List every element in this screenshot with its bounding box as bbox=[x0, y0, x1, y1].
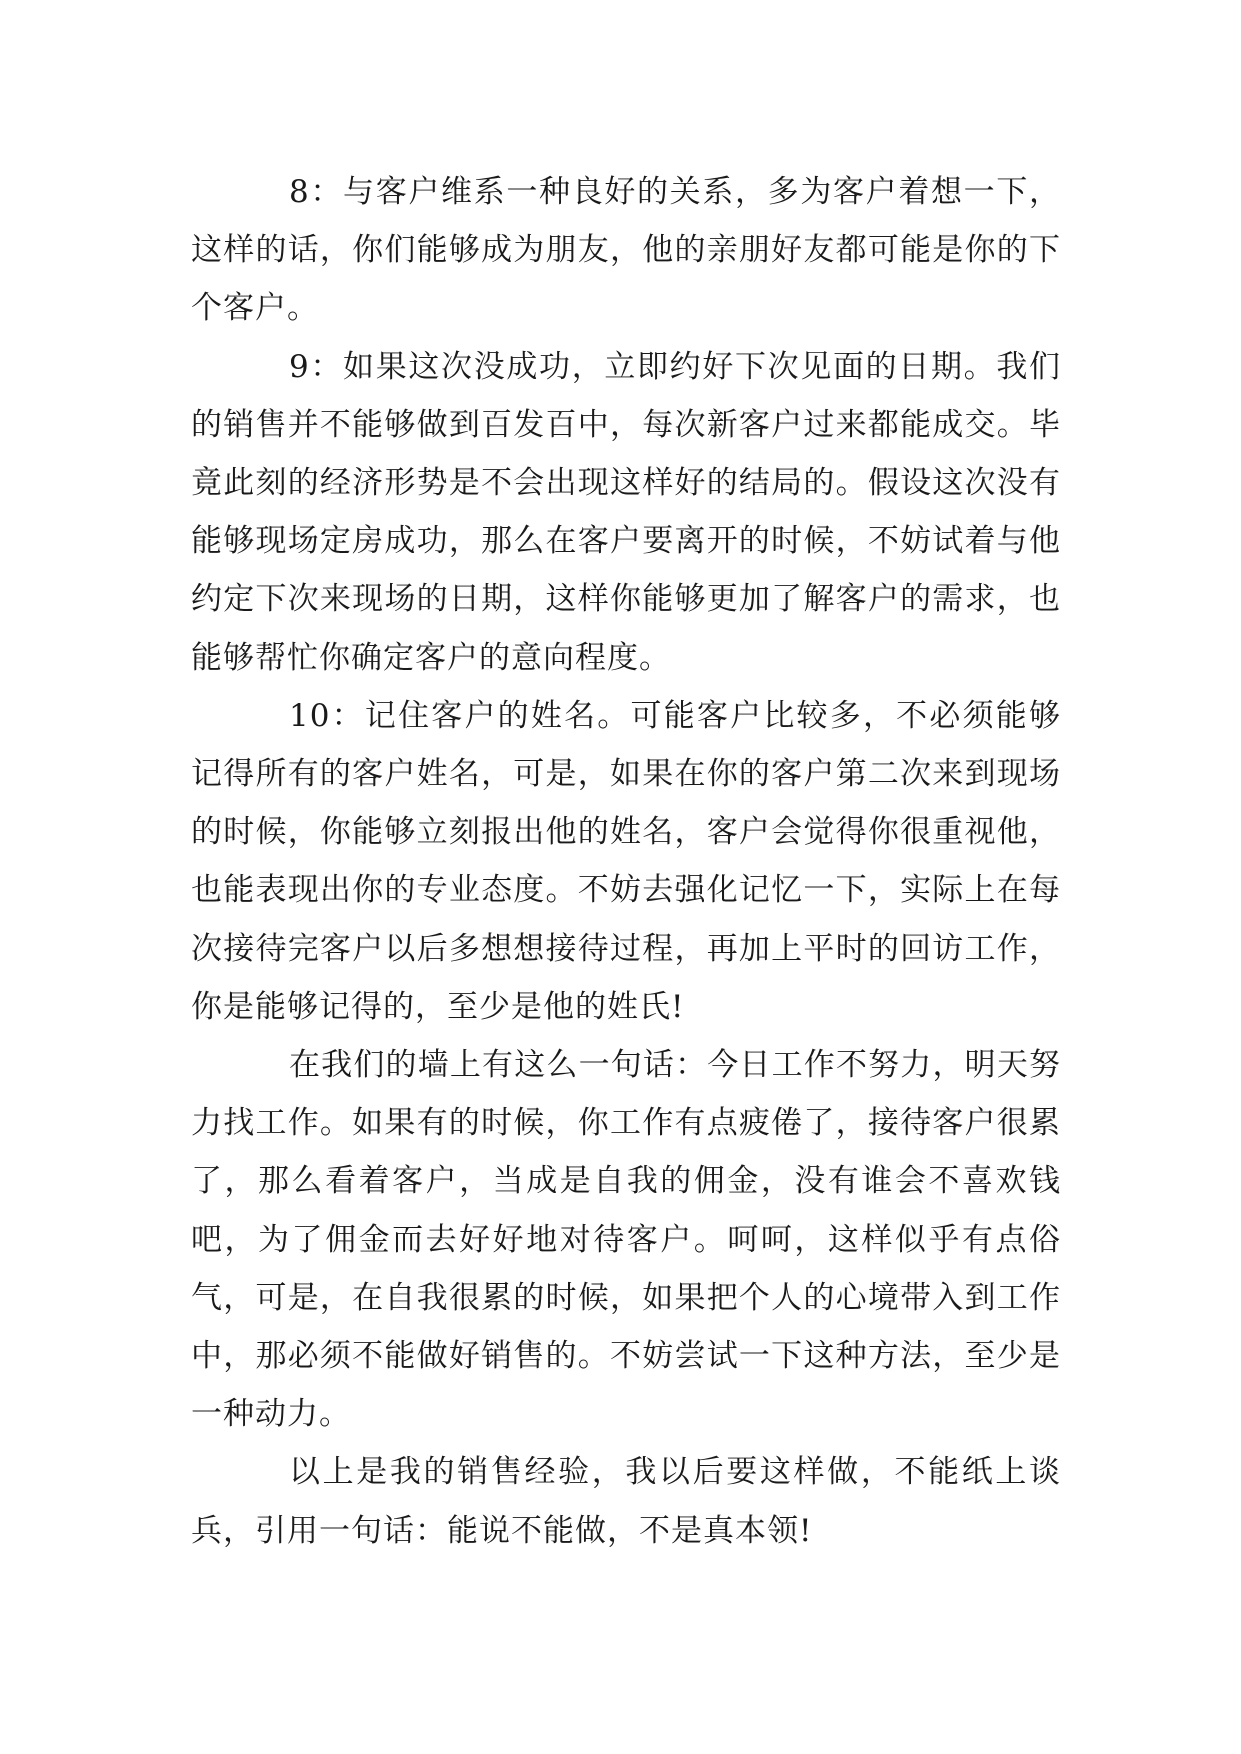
paragraph-motto: 在我们的墙上有这么一句话：今日工作不努力，明天努力找工作。如果有的时候，你工作有点疲倦了，接待客户很累了，那么看着客户，当成是自我的佣金，没有谁会不喜欢钱吧，为了佣金而去好好地对待客户。呵呵，这样似乎有点俗气，可是，在自我很累的时候，如果把个人的心境带入到工作中，那必须不能做好销售的。不妨尝试一下这种方法，至少是一种动力。 bbox=[191, 1047, 1061, 1433]
paragraph-conclusion: 以上是我的销售经验，我以后要这样做，不能纸上谈兵，引用一句话：能说不能做，不是真本领! bbox=[191, 1454, 1061, 1549]
paragraph-tip-9: 9：如果这次没成功，立即约好下次见面的日期。我们的销售并不能够做到百发百中，每次新客户过来都能成交。毕竟此刻的经济形势是不会出现这样好的结局的。假设这次没有能够现场定房成功，那么在客户要离开的时候，不妨试着与他约定下次来现场的日期，这样你能够更加了解客户的需求，也能够帮忙你确定客户的意向程度。 bbox=[191, 348, 1061, 676]
document-body bbox=[191, 163, 1061, 1560]
paragraph-tip-10: 10：记住客户的姓名。可能客户比较多，不必须能够记得所有的客户姓名，可是，如果在你的客户第二次来到现场的时候，你能够立刻报出他的姓名，客户会觉得你很重视他，也能表现出你的专业态度。不妨去强化记忆一下，实际上在每次接待完客户以后多想想接待过程，再加上平时的回访工作，你是能够记得的，至少是他的姓氏! bbox=[191, 697, 1061, 1025]
paragraph-tip-8: 8：与客户维系一种良好的关系，多为客户着想一下，这样的话，你们能够成为朋友，他的亲朋好友都可能是你的下个客户。 bbox=[191, 174, 1061, 327]
